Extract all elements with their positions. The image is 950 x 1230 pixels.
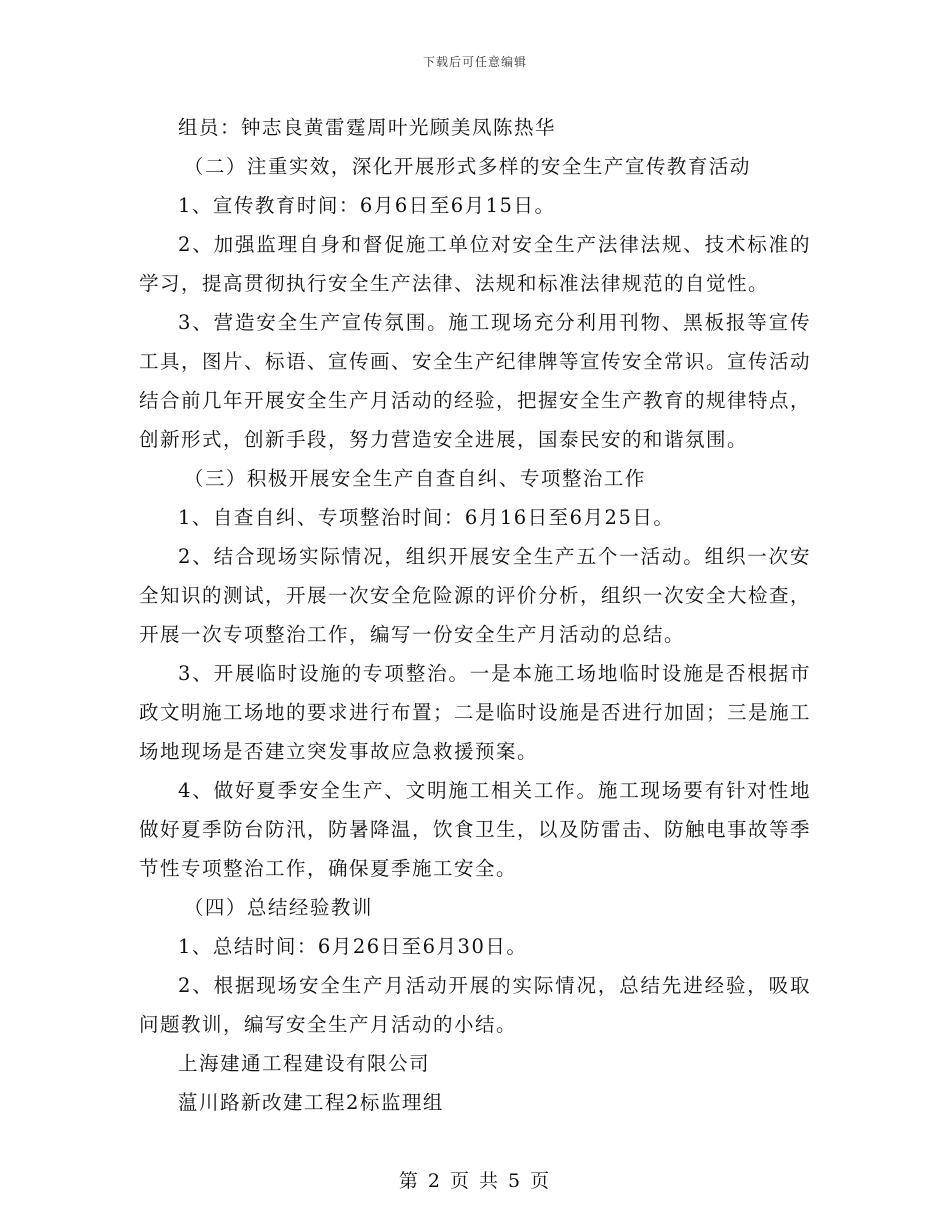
page-header: 下载后可任意编辑 [422,55,527,69]
paragraph: 3、开展临时设施的专项整治。一是本施工场地临时设施是否根据市政文明施工场地的要求进行布置；二是临时设施是否进行加固；三是施工场地现场是否建立突发事故应急救援预案。 [139,662,812,763]
document-body [139,108,811,1122]
paragraph: 1、自查自纠、专项整治时间：6月16日至6月25日。 [178,506,675,529]
section-heading-2: （二）注重实效，深化开展形式多样的安全生产宣传教育活动 [183,155,751,178]
signature-company: 上海建通工程建设有限公司 [178,1052,431,1075]
paragraph: 1、宣传教育时间：6月6日至6月15日。 [178,194,556,217]
paragraph: 2、根据现场安全生产月活动开展的实际情况，总结先进经验，吸取问题教训，编写安全生产月活动的小结。 [139,974,811,1036]
page-number: 第 2 页 共 5 页 [398,1170,552,1192]
paragraph-members: 组员：钟志良黄雷霆周叶光顾美凤陈热华 [178,116,557,139]
paragraph: 3、营造安全生产宣传氛围。施工现场充分利用刊物、黑板报等宣传工具，图片、标语、宣传画、安全生产纪律牌等宣传安全常识。宣传活动结合前几年开展安全生产月活动的经验，把握安全生产教育的规律特点，创新形式，创新手段，努力营造安全进展，国泰民安的和谐氛围。 [139,311,812,451]
paragraph: 4、做好夏季安全生产、文明施工相关工作。施工现场要有针对性地做好夏季防台防汛，防暑降温，饮食卫生，以及防雷击、防触电事故等季节性专项整治工作，确保夏季施工安全。 [139,779,812,880]
paragraph: 2、加强监理自身和督促施工单位对安全生产法律法规、技术标准的学习，提高贯彻执行安全生产法律、法规和标准法律规范的自觉性。 [139,233,811,295]
section-heading-3: （三）积极开展安全生产自查自纠、专项整治工作 [183,467,646,490]
signature-group: 蕰川路新改建工程2标监理组 [178,1091,444,1114]
section-heading-4: （四）总结经验教训 [183,896,373,919]
paragraph: 2、结合现场实际情况，组织开展安全生产五个一活动。组织一次安全知识的测试，开展一次安全危险源的评价分析，组织一次安全大检查，开展一次专项整治工作，编写一份安全生产月活动的总结。 [139,545,812,646]
paragraph: 1、总结时间：6月26日至6月30日。 [178,935,528,958]
